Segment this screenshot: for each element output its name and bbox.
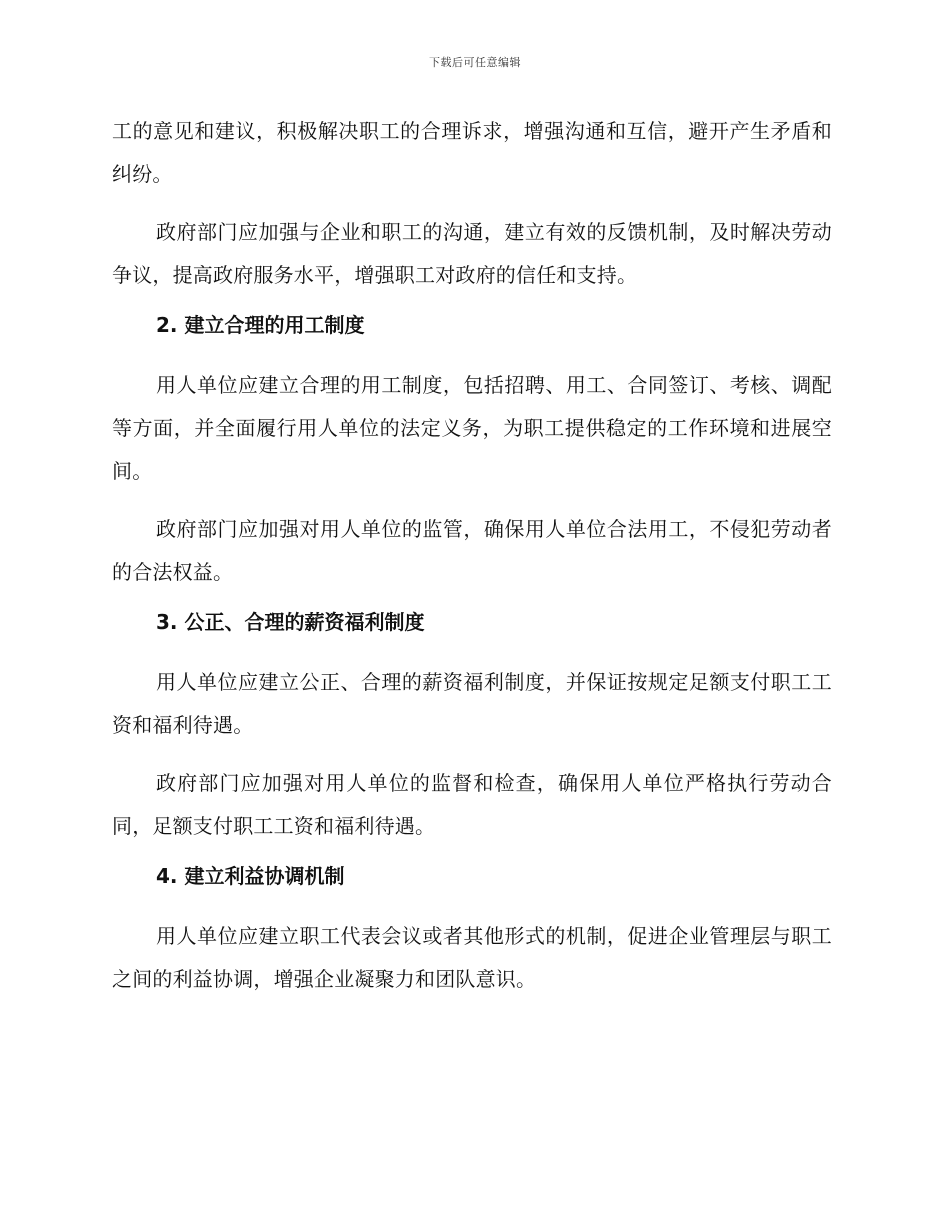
document-body xyxy=(112,110,832,1016)
page-header: 下载后可任意编辑 xyxy=(429,56,521,69)
paragraph-4: 政府部门应加强对用人单位的监管，确保用人单位合法用工，不侵犯劳动者的合法权益。 xyxy=(112,517,832,584)
paragraph-6: 政府部门应加强对用人单位的监督和检查，确保用人单位严格执行劳动合同，足额支付职工工资和福利待遇。 xyxy=(112,771,832,838)
paragraph-1: 工的意见和建议，积极解决职工的合理诉求，增强沟通和互信，避开产生矛盾和纠纷。 xyxy=(112,119,832,186)
section-heading-3: 3. 公正、合理的薪资福利制度 xyxy=(156,610,425,634)
paragraph-5: 用人单位应建立公正、合理的薪资福利制度，并保证按规定足额支付职工工资和福利待遇。 xyxy=(112,670,832,737)
section-heading-4: 4. 建立利益协调机制 xyxy=(156,864,345,888)
paragraph-3: 用人单位应建立合理的用工制度，包括招聘、用工、合同签订、考核、调配等方面，并全面履行用人单位的法定义务，为职工提供稳定的工作环境和进展空间。 xyxy=(112,373,832,483)
paragraph-7: 用人单位应建立职工代表会议或者其他形式的机制，促进企业管理层与职工之间的利益协调，增强企业凝聚力和团队意识。 xyxy=(112,924,832,991)
section-heading-2: 2. 建立合理的用工制度 xyxy=(156,313,365,337)
paragraph-2: 政府部门应加强与企业和职工的沟通，建立有效的反馈机制，及时解决劳动争议，提高政府服务水平，增强职工对政府的信任和支持。 xyxy=(112,220,832,287)
